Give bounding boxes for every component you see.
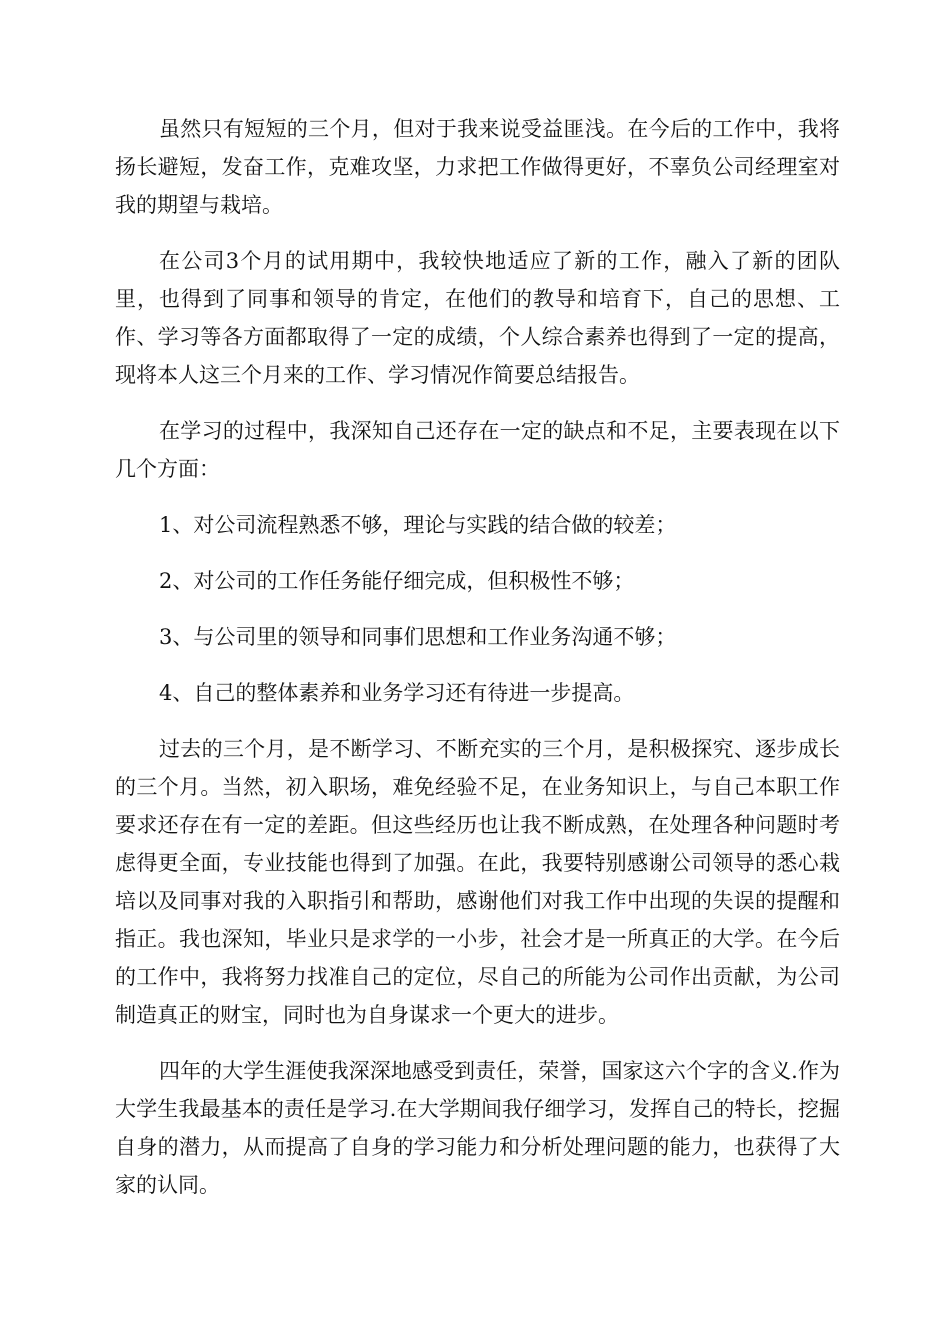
document-body [115,110,840,1222]
paragraph-university-reflection: 四年的大学生涯使我深深地感受到责任，荣誉，国家这六个字的含义.作为大学生我最基本的责任是学习.在大学期间我仔细学习，发挥自己的特长，挖掘自身的潜力，从而提高了自身的学习能力和分析处理问题的能力，也获得了大家的认同。 [115,1059,840,1197]
list-item: 3、与公司里的领导和同事们思想和工作业务沟通不够； [159,625,677,649]
paragraph-probation-summary: 在公司3个月的试用期中，我较快地适应了新的工作，融入了新的团队里，也得到了同事和领导的肯定，在他们的教导和培育下，自己的思想、工作、学习等各方面都取得了一定的成绩，个人综合素养也得到了一定的提高，现将本人这三个月来的工作、学习情况作简要总结报告。 [115,249,840,387]
list-item: 4、自己的整体素养和业务学习还有待进一步提高。 [159,681,635,705]
paragraph-benefit: 虽然只有短短的三个月，但对于我来说受益匪浅。在今后的工作中，我将扬长避短，发奋工作，克难攻坚，力求把工作做得更好，不辜负公司经理室对我的期望与栽培。 [115,117,840,217]
list-item: 2、对公司的工作任务能仔细完成，但积极性不够； [159,569,635,593]
paragraph-three-months-review: 过去的三个月，是不断学习、不断充实的三个月，是积极探究、逐步成长的三个月。当然，初入职场，难免经验不足，在业务知识上，与自己本职工作要求还存在有一定的差距。但这些经历也让我不断成熟，在处理各种问题时考虑得更全面，专业技能也得到了加强。在此，我要特别感谢公司领导的悉心栽培以及同事对我的入职指引和帮助，感谢他们对我工作中出现的失误的提醒和指正。我也深知，毕业只是求学的一小步，社会才是一所真正的大学。在今后的工作中，我将努力找准自己的定位，尽自己的所能为公司作出贡献，为公司制造真正的财宝，同时也为自身谋求一个更大的进步。 [115,737,840,1027]
list-item: 1、对公司流程熟悉不够，理论与实践的结合做的较差； [159,513,677,537]
paragraph-shortcomings-intro: 在学习的过程中，我深知自己还存在一定的缺点和不足，主要表现在以下几个方面： [115,419,840,481]
